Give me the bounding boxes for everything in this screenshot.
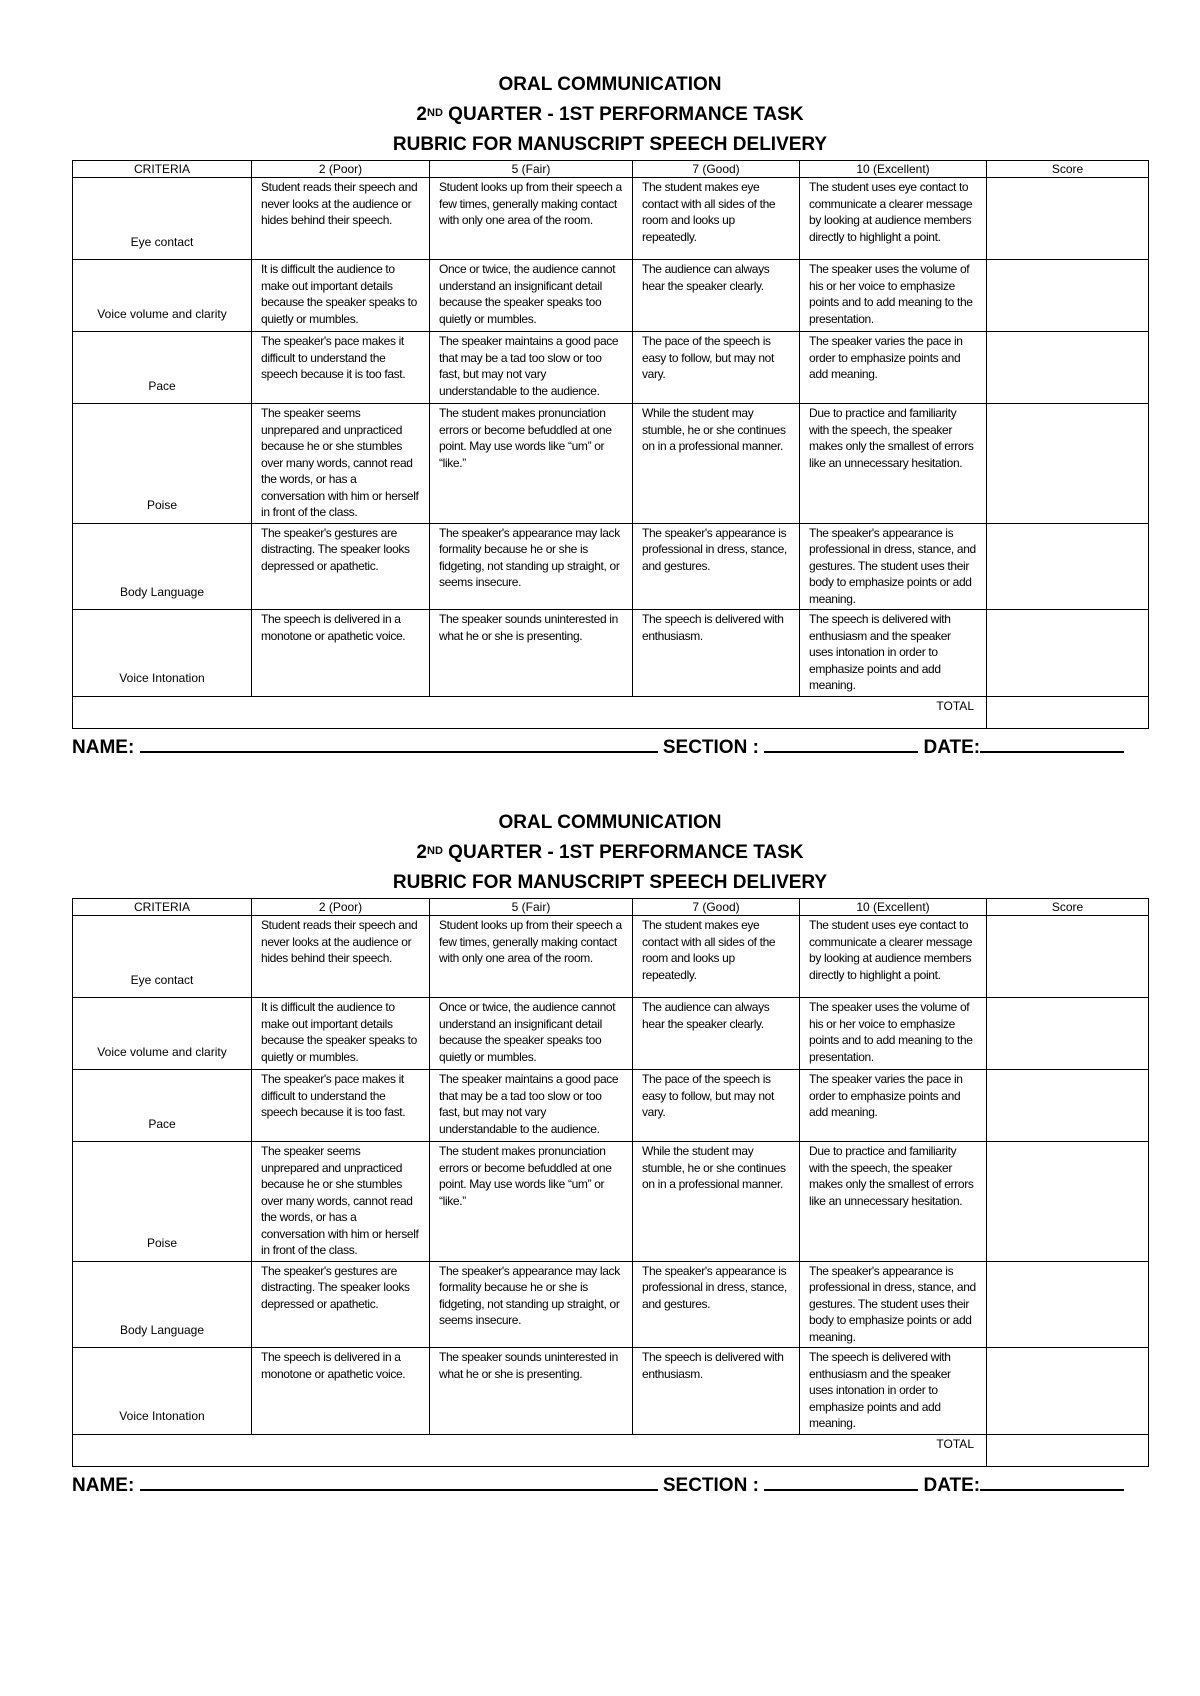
col-header-score: Score bbox=[987, 161, 1149, 178]
table-row bbox=[73, 610, 1149, 697]
criterion-cell: Body Language bbox=[73, 523, 252, 610]
excellent-descriptor: Due to practice and familiarity with the speech, the speaker makes only the smallest of errors like an unnecessary hesitation. bbox=[800, 1142, 987, 1262]
rubric-subtitle: RUBRIC FOR MANUSCRIPT SPEECH DELIVERY bbox=[392, 134, 828, 155]
score-cell bbox=[987, 610, 1149, 697]
poor-descriptor: The speaker's gestures are distracting. The speaker looks depressed or apathetic. bbox=[252, 523, 430, 610]
section-blank bbox=[764, 733, 918, 753]
table-row bbox=[73, 260, 1149, 332]
total-row bbox=[73, 1434, 1149, 1466]
date-label: DATE: bbox=[923, 736, 981, 758]
excellent-descriptor: The speaker varies the pace in order to emphasize points and add meaning. bbox=[800, 1070, 987, 1142]
excellent-descriptor: The speaker varies the pace in order to emphasize points and add meaning. bbox=[800, 332, 987, 404]
fair-descriptor: The speaker maintains a good pace that may be a tad too slow or too fast, but may not vary understandable to the audience. bbox=[430, 1070, 633, 1142]
good-descriptor: While the student may stumble, he or she continues on in a professional manner. bbox=[633, 1142, 800, 1262]
poor-descriptor: The speaker seems unprepared and unpracticed because he or she stumbles over many words, cannot read the words, or has a conversation with him or herself in front of the class. bbox=[252, 1142, 430, 1262]
poor-descriptor: The speaker seems unprepared and unpracticed because he or she stumbles over many words, cannot read the words, or has a conversation with him or herself in front of the class. bbox=[252, 404, 430, 524]
col-header-poor: 2 (Poor) bbox=[252, 899, 430, 916]
criterion-cell: Voice Intonation bbox=[73, 1348, 252, 1435]
score-cell bbox=[987, 916, 1149, 998]
excellent-descriptor: The student uses eye contact to communicate a clearer message by looking at audience members directly to highlight a point. bbox=[800, 916, 987, 998]
good-descriptor: The pace of the speech is easy to follow, but may not vary. bbox=[633, 332, 800, 404]
excellent-descriptor: The speaker's appearance is professional in dress, stance, and gestures. The student uses their body to emphasize points or add meaning. bbox=[800, 523, 987, 610]
poor-descriptor: The speaker's pace makes it difficult to understand the speech because it is too fast. bbox=[252, 1070, 430, 1142]
fair-descriptor: Once or twice, the audience cannot understand an insignificant detail because the speaker speaks too quietly or mumbles. bbox=[430, 998, 633, 1070]
fair-descriptor: Student looks up from their speech a few times, generally making contact with only one area of the room. bbox=[430, 178, 633, 260]
score-cell bbox=[987, 1070, 1149, 1142]
table-row bbox=[73, 1070, 1149, 1142]
fair-descriptor: The student makes pronunciation errors or become befuddled at one point. May use words like “um” or “like.” bbox=[430, 404, 633, 524]
good-descriptor: The speaker's appearance is professional in dress, stance, and gestures. bbox=[633, 1261, 800, 1348]
fair-descriptor: The speaker maintains a good pace that may be a tad too slow or too fast, but may not vary understandable to the audience. bbox=[430, 332, 633, 404]
quarter-line bbox=[72, 838, 1148, 868]
date-label: DATE: bbox=[923, 1474, 981, 1496]
poor-descriptor: It is difficult the audience to make out important details because the speaker speaks to quietly or mumbles. bbox=[252, 998, 430, 1070]
rubric-rows bbox=[73, 916, 1149, 1435]
date-blank bbox=[980, 1471, 1124, 1491]
table-row bbox=[73, 178, 1149, 260]
excellent-descriptor: The speaker uses the volume of his or her voice to emphasize points and to add meaning to the presentation. bbox=[800, 260, 987, 332]
score-cell bbox=[987, 1348, 1149, 1435]
table-header-row bbox=[73, 161, 1149, 178]
student-info-line bbox=[72, 733, 1148, 759]
fair-descriptor: The speaker sounds uninterested in what he or she is presenting. bbox=[430, 610, 633, 697]
good-descriptor: The audience can always hear the speaker clearly. bbox=[633, 998, 800, 1070]
table-row bbox=[73, 1348, 1149, 1435]
section-label: SECTION : bbox=[662, 736, 759, 758]
good-descriptor: The pace of the speech is easy to follow, but may not vary. bbox=[633, 1070, 800, 1142]
col-header-good: 7 (Good) bbox=[633, 899, 800, 916]
poor-descriptor: The speech is delivered in a monotone or apathetic voice. bbox=[252, 610, 430, 697]
table-row bbox=[73, 916, 1149, 998]
excellent-descriptor: Due to practice and familiarity with the speech, the speaker makes only the smallest of errors like an unnecessary hesitation. bbox=[800, 404, 987, 524]
date-blank bbox=[980, 733, 1124, 753]
criterion-cell: Pace bbox=[73, 332, 252, 404]
total-score-cell bbox=[987, 1434, 1149, 1466]
fair-descriptor: The speaker's appearance may lack formality because he or she is fidgeting, not standing up straight, or seems insecure. bbox=[430, 523, 633, 610]
name-blank bbox=[140, 733, 658, 753]
fair-descriptor: The speaker's appearance may lack formality because he or she is fidgeting, not standing up straight, or seems insecure. bbox=[430, 1261, 633, 1348]
good-descriptor: The student makes eye contact with all sides of the room and looks up repeatedly. bbox=[633, 916, 800, 998]
criterion-cell: Voice volume and clarity bbox=[73, 998, 252, 1070]
fair-descriptor: Once or twice, the audience cannot understand an insignificant detail because the speaker speaks too quietly or mumbles. bbox=[430, 260, 633, 332]
quarter-line bbox=[72, 100, 1148, 130]
rubric-table bbox=[72, 160, 1149, 729]
excellent-descriptor: The speech is delivered with enthusiasm and the speaker uses intonation in order to emphasize points and add meaning. bbox=[800, 1348, 987, 1435]
fair-descriptor: The student makes pronunciation errors or become befuddled at one point. May use words like “um” or “like.” bbox=[430, 1142, 633, 1262]
quarter-text: QUARTER - 1ST PERFORMANCE TASK bbox=[442, 842, 804, 863]
poor-descriptor: It is difficult the audience to make out important details because the speaker speaks to quietly or mumbles. bbox=[252, 260, 430, 332]
fair-descriptor: The speaker sounds uninterested in what he or she is presenting. bbox=[430, 1348, 633, 1435]
name-label: NAME: bbox=[72, 736, 135, 758]
criterion-cell: Eye contact bbox=[73, 178, 252, 260]
col-header-good: 7 (Good) bbox=[633, 161, 800, 178]
section-label: SECTION : bbox=[662, 1474, 759, 1496]
rubric-copy-1 bbox=[72, 70, 1148, 759]
quarter-text: QUARTER - 1ST PERFORMANCE TASK bbox=[442, 104, 804, 125]
table-row bbox=[73, 523, 1149, 610]
score-cell bbox=[987, 178, 1149, 260]
poor-descriptor: The speech is delivered in a monotone or apathetic voice. bbox=[252, 1348, 430, 1435]
total-label: TOTAL bbox=[73, 1434, 987, 1466]
criterion-cell: Eye contact bbox=[73, 916, 252, 998]
criterion-cell: Voice volume and clarity bbox=[73, 260, 252, 332]
criterion-cell: Poise bbox=[73, 404, 252, 524]
col-header-excellent: 10 (Excellent) bbox=[800, 161, 987, 178]
document-title: ORAL COMMUNICATION bbox=[498, 812, 722, 833]
rubric-subtitle: RUBRIC FOR MANUSCRIPT SPEECH DELIVERY bbox=[392, 872, 828, 893]
quarter-superscript: ND bbox=[427, 107, 443, 119]
rubric-table bbox=[72, 898, 1149, 1467]
excellent-descriptor: The student uses eye contact to communicate a clearer message by looking at audience members directly to highlight a point. bbox=[800, 178, 987, 260]
total-row bbox=[73, 696, 1149, 728]
document-title: ORAL COMMUNICATION bbox=[498, 74, 722, 95]
excellent-descriptor: The speech is delivered with enthusiasm and the speaker uses intonation in order to emphasize points and add meaning. bbox=[800, 610, 987, 697]
quarter-number: 2 bbox=[416, 104, 427, 125]
criterion-cell: Voice Intonation bbox=[73, 610, 252, 697]
score-cell bbox=[987, 404, 1149, 524]
quarter-superscript: ND bbox=[427, 845, 443, 857]
good-descriptor: The speech is delivered with enthusiasm. bbox=[633, 1348, 800, 1435]
table-row bbox=[73, 332, 1149, 404]
poor-descriptor: The speaker's pace makes it difficult to understand the speech because it is too fast. bbox=[252, 332, 430, 404]
section-blank bbox=[764, 1471, 918, 1491]
criterion-cell: Poise bbox=[73, 1142, 252, 1262]
fair-descriptor: Student looks up from their speech a few times, generally making contact with only one area of the room. bbox=[430, 916, 633, 998]
criterion-cell: Pace bbox=[73, 1070, 252, 1142]
good-descriptor: While the student may stumble, he or she continues on in a professional manner. bbox=[633, 404, 800, 524]
total-score-cell bbox=[987, 696, 1149, 728]
score-cell bbox=[987, 332, 1149, 404]
excellent-descriptor: The speaker's appearance is professional in dress, stance, and gestures. The student uses their body to emphasize points or add meaning. bbox=[800, 1261, 987, 1348]
criterion-cell: Body Language bbox=[73, 1261, 252, 1348]
col-header-excellent: 10 (Excellent) bbox=[800, 899, 987, 916]
col-header-fair: 5 (Fair) bbox=[430, 161, 633, 178]
col-header-criteria: CRITERIA bbox=[73, 161, 252, 178]
score-cell bbox=[987, 523, 1149, 610]
rubric-header bbox=[72, 70, 1148, 160]
table-row bbox=[73, 998, 1149, 1070]
excellent-descriptor: The speaker uses the volume of his or her voice to emphasize points and to add meaning to the presentation. bbox=[800, 998, 987, 1070]
quarter-number: 2 bbox=[416, 842, 427, 863]
good-descriptor: The student makes eye contact with all sides of the room and looks up repeatedly. bbox=[633, 178, 800, 260]
table-header-row bbox=[73, 899, 1149, 916]
table-row bbox=[73, 1261, 1149, 1348]
poor-descriptor: The speaker's gestures are distracting. The speaker looks depressed or apathetic. bbox=[252, 1261, 430, 1348]
table-row bbox=[73, 404, 1149, 524]
score-cell bbox=[987, 998, 1149, 1070]
table-row bbox=[73, 1142, 1149, 1262]
rubric-header bbox=[72, 808, 1148, 898]
poor-descriptor: Student reads their speech and never looks at the audience or hides behind their speech. bbox=[252, 178, 430, 260]
col-header-criteria: CRITERIA bbox=[73, 899, 252, 916]
name-blank bbox=[140, 1471, 658, 1491]
col-header-poor: 2 (Poor) bbox=[252, 161, 430, 178]
good-descriptor: The audience can always hear the speaker clearly. bbox=[633, 260, 800, 332]
rubric-copy-2 bbox=[72, 808, 1148, 1497]
col-header-fair: 5 (Fair) bbox=[430, 899, 633, 916]
total-label: TOTAL bbox=[73, 696, 987, 728]
poor-descriptor: Student reads their speech and never looks at the audience or hides behind their speech. bbox=[252, 916, 430, 998]
good-descriptor: The speech is delivered with enthusiasm. bbox=[633, 610, 800, 697]
rubric-rows bbox=[73, 178, 1149, 697]
score-cell bbox=[987, 1261, 1149, 1348]
col-header-score: Score bbox=[987, 899, 1149, 916]
name-label: NAME: bbox=[72, 1474, 135, 1496]
score-cell bbox=[987, 260, 1149, 332]
score-cell bbox=[987, 1142, 1149, 1262]
student-info-line bbox=[72, 1471, 1148, 1497]
good-descriptor: The speaker's appearance is professional in dress, stance, and gestures. bbox=[633, 523, 800, 610]
